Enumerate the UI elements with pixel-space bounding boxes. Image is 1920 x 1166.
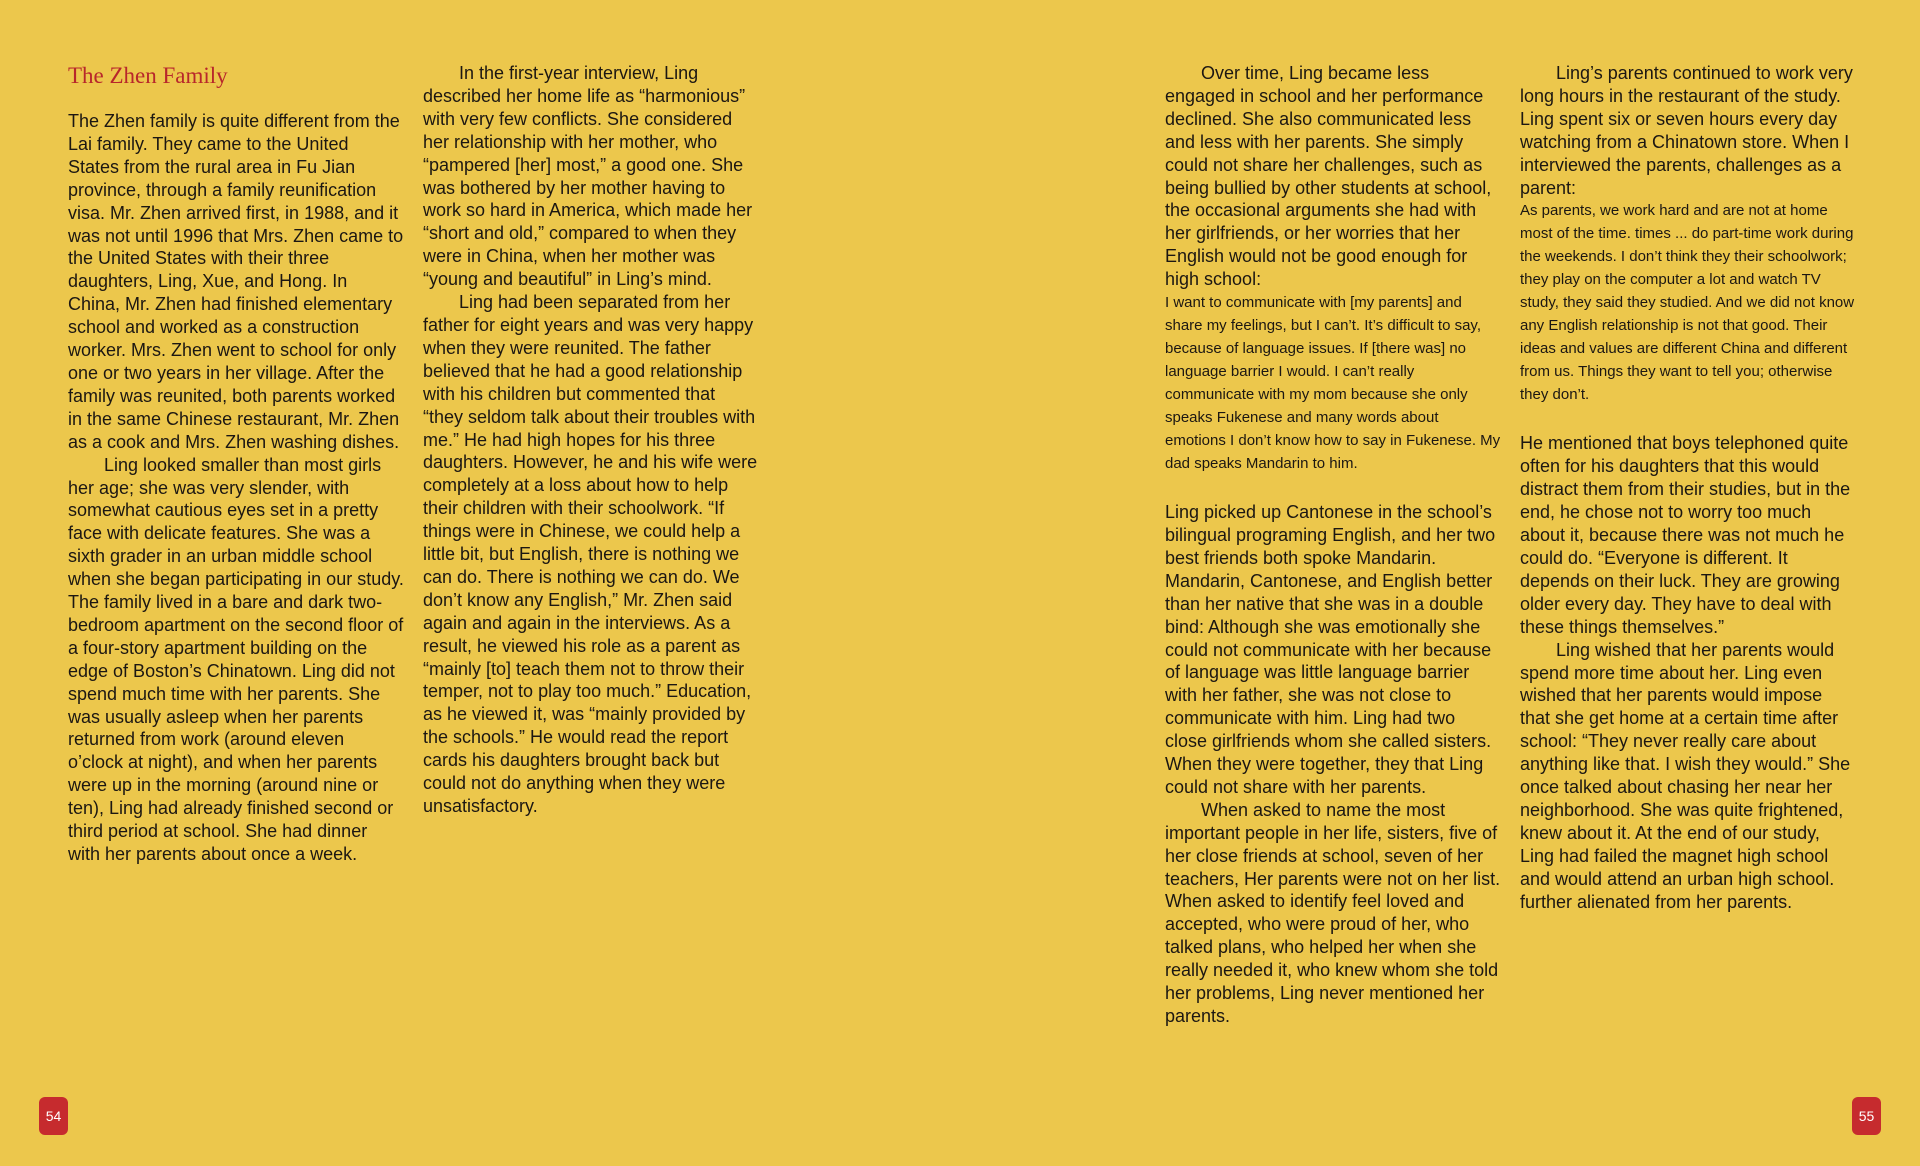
paragraph: When asked to name the most important people in her life, sisters, five of her close friends at school, seven of her teachers, Her parents were not on her list. When asked to identify feel loved and accepted, who were proud of her, who talked plans, who helped her when she really needed it, who knew whom she told her problems, Ling never mentioned her parents.: [1165, 799, 1501, 1026]
left-column-1: [68, 62, 404, 866]
section-heading: The Zhen Family: [68, 63, 228, 88]
paragraph: In the first-year interview, Ling described her home life as “harmonious” with very few conflicts. She considered her relationship with her mother, who “pampered [her] most,” a good one. She was bothered by her mother having to work so hard in America, which made her “short and old,” compared to when they were in China, when her mother was “young and beautiful” in Ling’s mind.: [423, 63, 753, 290]
right-column-2: [1520, 62, 1856, 913]
paragraph: He mentioned that boys telephoned quite often for his daughters that this would distract them from their studies, but in the end, he chose not to worry too much about it, because there was not much he could do. “Everyone is different. It depends on their luck. They are growing older every day. They have to deal with these things themselves.”: [1520, 433, 1851, 637]
paragraph: Ling picked up Cantonese in the school’s bilingual programing English, and her two best friends both spoke Mandarin. Mandarin, Cantonese, and English better than her native that she was in a double bind: Although she was emotionally she could not communicate with her because of language was little language barrier with her father, she was not close to communicate with him. Ling had two close girlfriends whom she called sisters. When they were together, they that Ling could not share with her parents.: [1165, 502, 1496, 797]
paragraph: Ling had been separated from her father for eight years and was very happy when they were reunited. The father believed that he had a good relationship with his children but commented that “they seldom talk about their troubles with me.” He had high hopes for his three daughters. However, he and his wife were completely at a loss about how to help their children with their schoolwork. “If things were in Chinese, we could help a little bit, but English, there is nothing we can do. There is nothing we can do. We don’t know any English,” Mr. Zhen said again and again in the interviews. As a result, he viewed his role as a parent as “mainly [to] teach them not to throw their temper, not to play too much.” Education, as he viewed it, was “mainly provided by the schools.” He would read the report cards his daughters brought back but could not do anything when they were unsatisfactory.: [423, 292, 758, 816]
paragraph: Ling wished that her parents would spend more time about her. Ling even wished that her parents would impose that she get home at a certain time after school: “They never really care about anything like that. I wish they would.” She once talked about chasing her near her neighborhood. She was quite frightened, knew about it. At the end of our study, Ling had failed the magnet high school and would attend an urban high school. further alienated from her parents.: [1520, 639, 1851, 912]
right-column-1: [1165, 62, 1501, 1028]
paragraph: Ling looked smaller than most girls her age; she was very slender, with somewhat cautious eyes set in a pretty face with delicate features. She was a sixth grader in an urban middle school when she began participating in our study. The family lived in a bare and dark two-bedroom apartment on the second floor of a four-story apartment building on the edge of Boston’s Chinatown. Ling did not spend much time with her parents. She was usually asleep when her parents returned from work (around eleven o’clock at night), and when her parents were up in the morning (around nine or ten), Ling had already finished second or third period at school. She had dinner with her parents about once a week.: [68, 454, 404, 864]
block-quote: As parents, we work hard and are not at home most of the time. times ... do part-time work during the weekends. I don’t think they their schoolwork; they play on the computer a lot and watch TV study, they said they studied. And we did not know any English relationship is not that good. Their ideas and values are different China and different from us. Things they want to tell you; otherwise they don’t.: [1520, 202, 1855, 404]
page-number-left: 54: [39, 1097, 68, 1135]
block-quote: I want to communicate with [my parents] and share my feelings, but I can’t. It’s difficult to say, because of language issues. If [there was] no language barrier I would. I can’t really communicate with my mom because she only speaks Fukenese and many words about emotions I don’t know how to say in Fukenese. My dad speaks Mandarin to him.: [1165, 294, 1501, 473]
paragraph: Over time, Ling became less engaged in school and her performance declined. She also communicated less and less with her parents. She simply could not share her challenges, such as being bullied by other students at school, the occasional arguments she had with her girlfriends, or her worries that her English would not be good enough for high school:: [1165, 63, 1492, 290]
left-column-2: [423, 62, 759, 818]
paragraph: The Zhen family is quite different from the Lai family. They came to the United States from the rural area in Fu Jian province, through a family reunification visa. Mr. Zhen arrived first, in 1988, and it was not until 1996 that Mrs. Zhen came to the United States with their three daughters, Ling, Xue, and Hong. In China, Mr. Zhen had finished elementary school and worked as a construction worker. Mrs. Zhen went to school for only one or two years in her village. After the family was reunited, both parents worked in the same Chinese restaurant, Mr. Zhen as a cook and Mrs. Zhen washing dishes.: [68, 111, 404, 452]
paragraph: Ling’s parents continued to work very long hours in the restaurant of the study. Ling spent six or seven hours every day watching from a Chinatown store. When I interviewed the parents, challenges as a parent:: [1520, 63, 1853, 198]
page-number-right: 55: [1852, 1097, 1881, 1135]
